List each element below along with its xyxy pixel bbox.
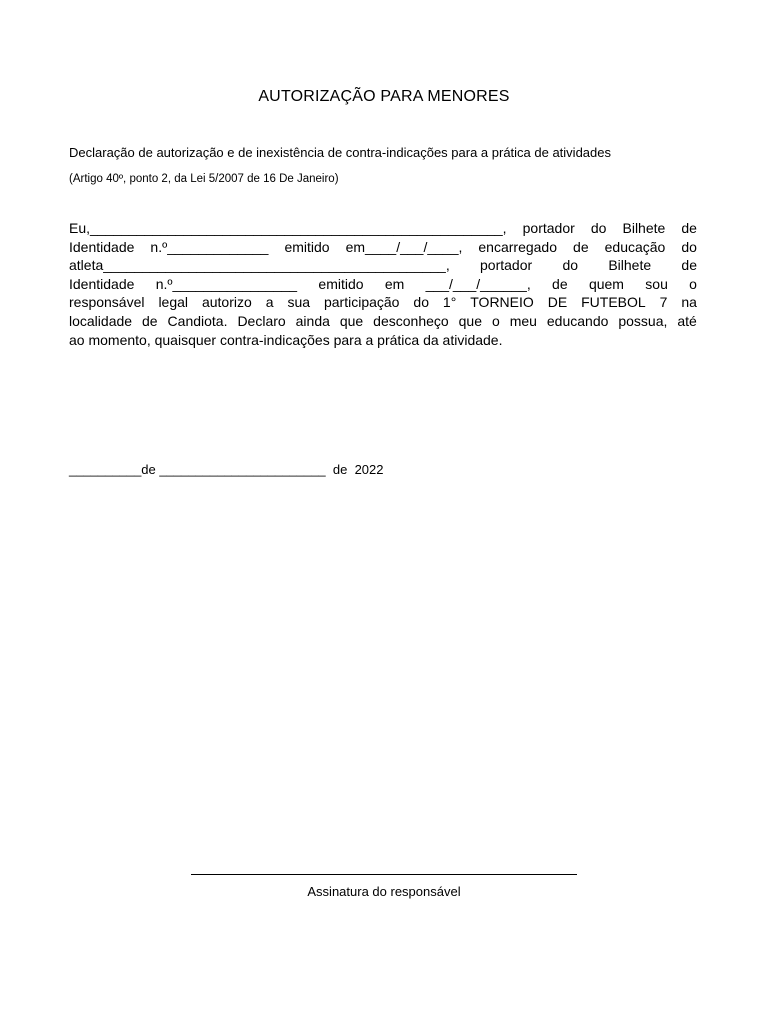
paragraph-word: localidade bbox=[69, 312, 133, 329]
paragraph-word: 7 bbox=[659, 294, 668, 311]
paragraph-word: FUTEBOL bbox=[581, 294, 646, 311]
paragraph-word: sou bbox=[645, 275, 668, 292]
paragraph-word: emitido bbox=[318, 275, 364, 292]
paragraph-word: educação bbox=[604, 238, 666, 255]
paragraph-word: do bbox=[413, 294, 429, 311]
paragraph-line bbox=[69, 312, 697, 331]
paragraph-word: do bbox=[681, 238, 697, 255]
paragraph-word: participação bbox=[323, 294, 400, 311]
paragraph-line bbox=[69, 275, 697, 294]
paragraph-line bbox=[69, 331, 697, 350]
paragraph-word: 1° bbox=[442, 294, 457, 311]
paragraph-word: quem bbox=[588, 275, 624, 292]
paragraph-word: portador bbox=[480, 257, 533, 274]
paragraph-line bbox=[69, 219, 697, 238]
paragraph-word: do bbox=[590, 220, 607, 236]
paragraph-word: na bbox=[681, 294, 697, 311]
legal-reference: (Artigo 40º, ponto 2, da Lei 5/2007 de 16 De Janeiro) bbox=[69, 173, 339, 185]
paragraph-word: educando bbox=[546, 312, 609, 329]
paragraph-word: do bbox=[562, 257, 579, 274]
paragraph-word: de bbox=[142, 312, 158, 329]
paragraph-word: DE bbox=[547, 294, 568, 311]
paragraph-word: Bilhete bbox=[608, 257, 652, 274]
paragraph-word: encarregado bbox=[478, 238, 558, 255]
paragraph-word: ___/___/______, bbox=[425, 275, 531, 292]
paragraph-word: emitido bbox=[284, 238, 330, 255]
paragraph-word: em bbox=[384, 275, 405, 292]
paragraph-word: em____/___/____, bbox=[345, 238, 463, 255]
paragraph-word: autorizo bbox=[201, 294, 252, 311]
paragraph-word: de bbox=[552, 275, 568, 292]
paragraph-word: responsável bbox=[69, 294, 145, 311]
authorization-paragraph bbox=[69, 219, 697, 349]
paragraph-word: ainda bbox=[295, 312, 330, 329]
paragraph-word: de bbox=[681, 257, 697, 274]
paragraph-word: o bbox=[491, 312, 500, 329]
paragraph-word: meu bbox=[509, 312, 537, 329]
paragraph-word: n.º_____________ bbox=[150, 238, 269, 255]
paragraph-word: que bbox=[339, 312, 364, 329]
paragraph-word: Eu,_____________________________________________________, bbox=[69, 220, 507, 236]
paragraph-line bbox=[69, 256, 697, 275]
paragraph-word: Declaro bbox=[237, 312, 286, 329]
paragraph-line bbox=[69, 293, 697, 312]
date-line: __________de _______________________ de 2022 bbox=[69, 462, 384, 477]
paragraph-word: legal bbox=[158, 294, 189, 311]
paragraph-word: portador bbox=[522, 220, 575, 236]
signature-line bbox=[191, 874, 577, 875]
paragraph-word: possua, bbox=[618, 312, 668, 329]
paragraph-word: que bbox=[458, 312, 482, 329]
paragraph-word: sua bbox=[287, 294, 311, 311]
paragraph-word: até bbox=[677, 312, 697, 329]
paragraph-word: Identidade bbox=[69, 238, 135, 255]
paragraph-word: de bbox=[573, 238, 589, 255]
paragraph-word: n.º________________ bbox=[155, 275, 298, 292]
paragraph-word: atleta____________________________________________, bbox=[69, 257, 450, 274]
paragraph-word: o bbox=[689, 275, 697, 292]
paragraph-word: Identidade bbox=[69, 275, 135, 292]
paragraph-word: a bbox=[265, 294, 274, 311]
paragraph-line bbox=[69, 238, 697, 257]
signature-label: Assinatura do responsável bbox=[307, 884, 461, 899]
paragraph-word: Candiota. bbox=[167, 312, 228, 329]
document-subtitle: Declaração de autorização e de inexistência de contra-indicações para a prática de atividades bbox=[69, 145, 611, 160]
document-title: AUTORIZAÇÃO PARA MENORES bbox=[258, 88, 510, 105]
paragraph-word: TORNEIO bbox=[470, 294, 534, 311]
paragraph-word: de bbox=[681, 220, 697, 236]
paragraph-word: Bilhete bbox=[622, 220, 666, 236]
paragraph-word: ao momento, quaisquer contra-indicações para a prática da atividade. bbox=[69, 331, 503, 348]
paragraph-word: desconheço bbox=[373, 312, 449, 329]
